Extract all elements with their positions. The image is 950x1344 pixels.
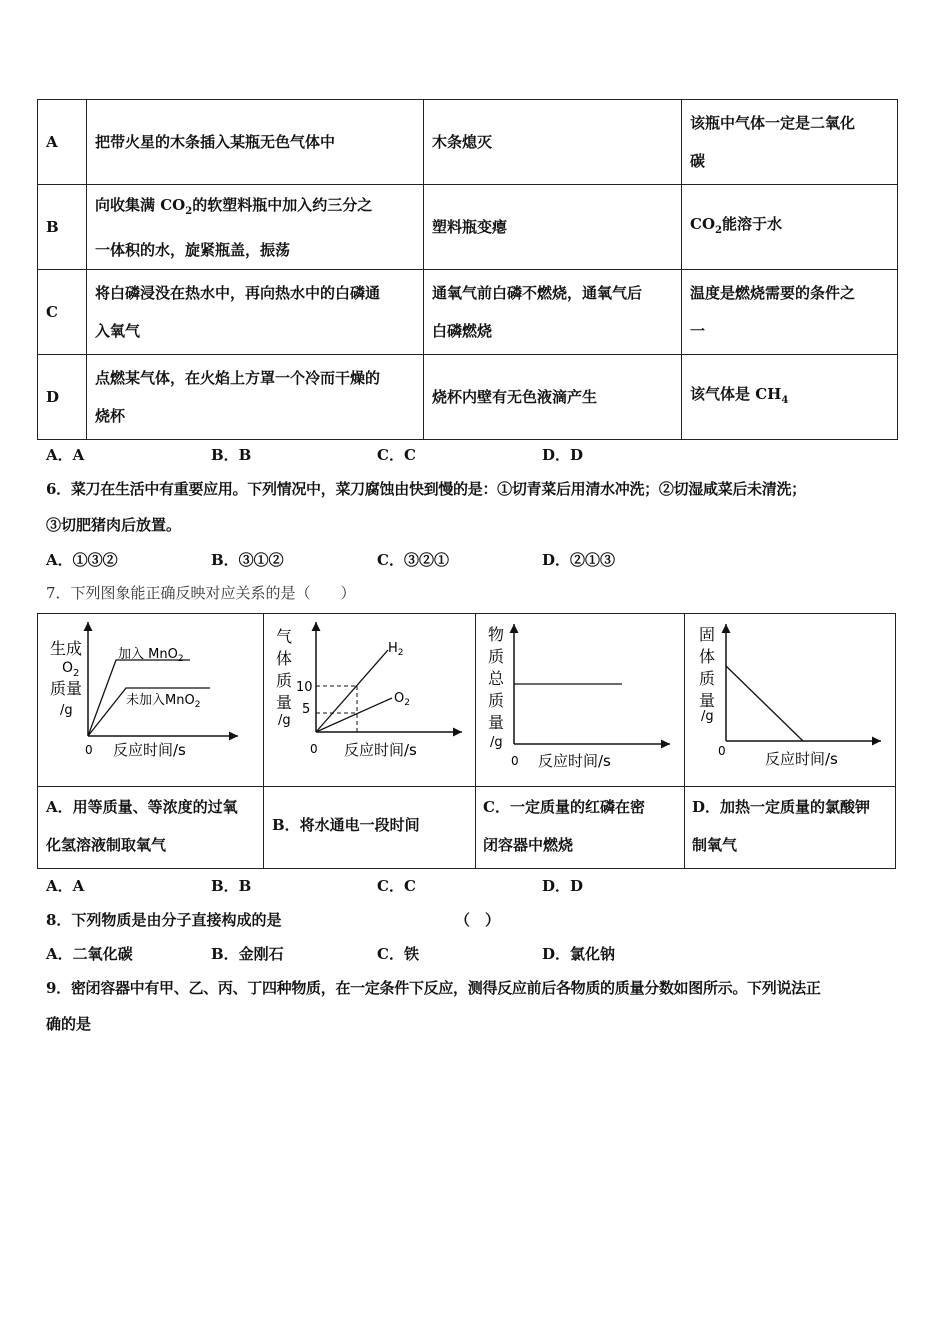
q8-option-d[interactable]: D．氯化钠	[542, 945, 616, 963]
caption-a	[46, 788, 238, 864]
y-label: 体	[699, 647, 716, 666]
origin-label: 0	[85, 743, 93, 757]
conclusion-text: 该瓶中气体一定是二氧化	[690, 114, 856, 132]
subscript: 2	[185, 205, 193, 217]
subscript: 2	[404, 698, 410, 708]
q9-stem-line1: 9．密闭容器中有甲、乙、丙、丁四种物质，在一定条件下反应，测得反应前后各物质的质量分数如图所示。下列说法正	[46, 979, 821, 997]
conclusion-text: 温度是燃烧需要的条件之	[690, 284, 856, 302]
y-unit: /g	[278, 713, 291, 728]
x-label: 反应时间/s	[538, 752, 611, 770]
caption-text: A．用等质量、等浓度的过氧	[46, 798, 238, 816]
q6-option-d[interactable]: D．②①③	[542, 551, 616, 569]
x-label: 反应时间/s	[765, 750, 838, 768]
q8-answer-paren: （ ）	[455, 911, 501, 929]
series-label-part: H	[388, 641, 398, 656]
y-label: 总	[488, 669, 505, 688]
y-label: 气	[276, 627, 293, 646]
caption-text: 化氢溶液制取氧气	[46, 836, 167, 854]
q6-option-b[interactable]: B．③①②	[211, 551, 284, 569]
operation-text: 将白磷浸没在热水中，再向热水中的白磷通	[95, 284, 381, 302]
operation-text: 入氧气	[95, 322, 141, 340]
y-unit: /g	[60, 703, 73, 718]
caption-text: B．将水通电一段时间	[272, 816, 420, 834]
subscript: 2	[73, 668, 80, 679]
caption-c	[483, 788, 645, 864]
operation-text: 向收集满 CO	[95, 195, 186, 214]
q7-stem: 7．下列图象能正确反映对应关系的是（ ）	[46, 584, 356, 602]
caption-text: D．加热一定质量的氯酸钾	[692, 798, 871, 816]
subscript: 2	[715, 224, 722, 236]
phenomenon-cell	[424, 270, 682, 355]
q6-stem-line1: 6．菜刀在生活中有重要应用。下列情况中，菜刀腐蚀由快到慢的是：①切青菜后用清水冲洗；②切湿咸菜后未清洗；	[46, 480, 806, 498]
tick-label: 10	[296, 680, 313, 695]
y-label: 质	[699, 669, 716, 688]
y-label: 物	[488, 625, 505, 644]
table-row	[38, 270, 898, 355]
series-label-o2	[394, 691, 410, 708]
subscript: 2	[194, 700, 201, 710]
phenomenon-text: 白磷燃烧	[432, 322, 493, 340]
experiment-table	[37, 99, 898, 440]
operation-text: 点燃某气体，在火焰上方罩一个冷而干燥的	[95, 369, 381, 387]
q6-option-c[interactable]: C．③②①	[377, 551, 449, 569]
q7-option-a[interactable]: A．A	[46, 877, 85, 895]
row-label: A	[38, 100, 87, 185]
solid-mass-line	[726, 666, 803, 741]
operation-text: 的软塑料瓶中加入约三分之	[192, 195, 373, 214]
conclusion-text: CO	[690, 214, 716, 233]
caption-text: 闭容器中燃烧	[483, 836, 574, 854]
tick-label: 5	[302, 702, 311, 717]
conclusion-cell	[682, 270, 898, 355]
q6-option-a[interactable]: A．①③②	[46, 551, 118, 569]
curve-label-part: 加入 MnO	[118, 647, 178, 662]
table-row	[38, 100, 898, 185]
caption-text: 制氧气	[692, 836, 738, 854]
y-label: 质量	[50, 679, 83, 698]
divider	[38, 786, 895, 787]
conclusion-text: 碳	[690, 152, 706, 170]
caption-b	[272, 806, 420, 844]
subscript: 4	[781, 394, 789, 406]
phenomenon-cell	[424, 185, 682, 270]
conclusion-text: 一	[690, 322, 706, 340]
phenomenon-text: 通氧气前白磷不燃烧，通氧气后	[432, 284, 643, 302]
q5-option-d[interactable]: D．D	[542, 446, 584, 464]
subscript: 2	[397, 648, 404, 658]
q7-option-c[interactable]: C．C	[377, 877, 416, 895]
y-label	[62, 660, 79, 679]
operation-cell	[87, 100, 424, 185]
q8-option-c[interactable]: C．铁	[377, 945, 419, 963]
graph-d	[685, 614, 896, 786]
table-row	[38, 355, 898, 440]
phenomenon-text: 烧杯内壁有无色液滴产生	[432, 388, 598, 406]
q5-option-a[interactable]: A．A	[46, 446, 85, 464]
x-label: 反应时间/s	[344, 741, 417, 759]
q8-option-a[interactable]: A．二氧化碳	[46, 945, 133, 963]
x-label: 反应时间/s	[113, 741, 186, 759]
operation-cell	[87, 270, 424, 355]
q9-stem-line2: 确的是	[46, 1015, 92, 1033]
caption-text: C．一定质量的红磷在密	[483, 798, 645, 816]
operation-text: 一体积的水，旋紧瓶盖，振荡	[95, 240, 291, 259]
phenomenon-text: 木条熄灭	[432, 133, 493, 151]
y-label: 质	[276, 671, 293, 690]
y-label: 量	[488, 713, 505, 732]
operation-text: 烧杯	[95, 407, 126, 425]
phenomenon-cell	[424, 355, 682, 440]
row-label: D	[38, 355, 87, 440]
q8-stem: 8．下列物质是由分子直接构成的是	[46, 911, 282, 929]
operation-text: 把带火星的木条插入某瓶无色气体中	[95, 133, 336, 151]
caption-d	[692, 788, 870, 864]
row-label: C	[38, 270, 87, 355]
q7-option-d[interactable]: D．D	[542, 877, 584, 895]
q5-option-b[interactable]: B．B	[211, 446, 252, 464]
curve-label-part: 未加入MnO	[126, 693, 195, 708]
graph-c	[476, 614, 684, 786]
q6-stem-line2: ③切肥猪肉后放置。	[46, 516, 182, 534]
subscript: 2	[177, 654, 184, 664]
operation-cell	[87, 185, 424, 270]
conclusion-text: 能溶于水	[721, 214, 782, 233]
q7-figure-table	[37, 613, 896, 869]
graph-b	[264, 614, 475, 786]
curve-label-without	[126, 692, 200, 710]
conclusion-text: 该气体是 CH	[690, 384, 782, 403]
table-row	[38, 185, 898, 270]
q7-option-b[interactable]: B．B	[211, 877, 252, 895]
curve-label-with	[118, 646, 184, 664]
row-label: B	[38, 185, 87, 270]
y-label: 质	[488, 691, 505, 710]
y-label: 体	[276, 649, 293, 668]
y-unit: /g	[701, 709, 714, 724]
series-label-part: O	[394, 691, 405, 706]
origin-label: 0	[718, 744, 726, 758]
y-label: 质	[488, 647, 505, 666]
conclusion-cell	[682, 100, 898, 185]
y-label: 量	[699, 691, 716, 710]
phenomenon-cell	[424, 100, 682, 185]
h2-line	[316, 650, 388, 732]
conclusion-cell	[682, 355, 898, 440]
graph-a	[38, 614, 263, 786]
origin-label: 0	[310, 742, 318, 756]
y-unit: /g	[490, 735, 503, 750]
y-label: 固	[699, 625, 716, 644]
origin-label: 0	[511, 754, 519, 768]
phenomenon-text: 塑料瓶变瘪	[432, 218, 508, 236]
y-label: 生成	[50, 639, 83, 658]
y-label: 量	[276, 693, 293, 712]
q8-option-b[interactable]: B．金刚石	[211, 945, 284, 963]
conclusion-cell	[682, 185, 898, 270]
o2-line	[316, 698, 392, 732]
q5-option-c[interactable]: C．C	[377, 446, 416, 464]
y-label-part: O	[62, 660, 74, 676]
operation-cell	[87, 355, 424, 440]
series-label-h2	[388, 641, 404, 658]
